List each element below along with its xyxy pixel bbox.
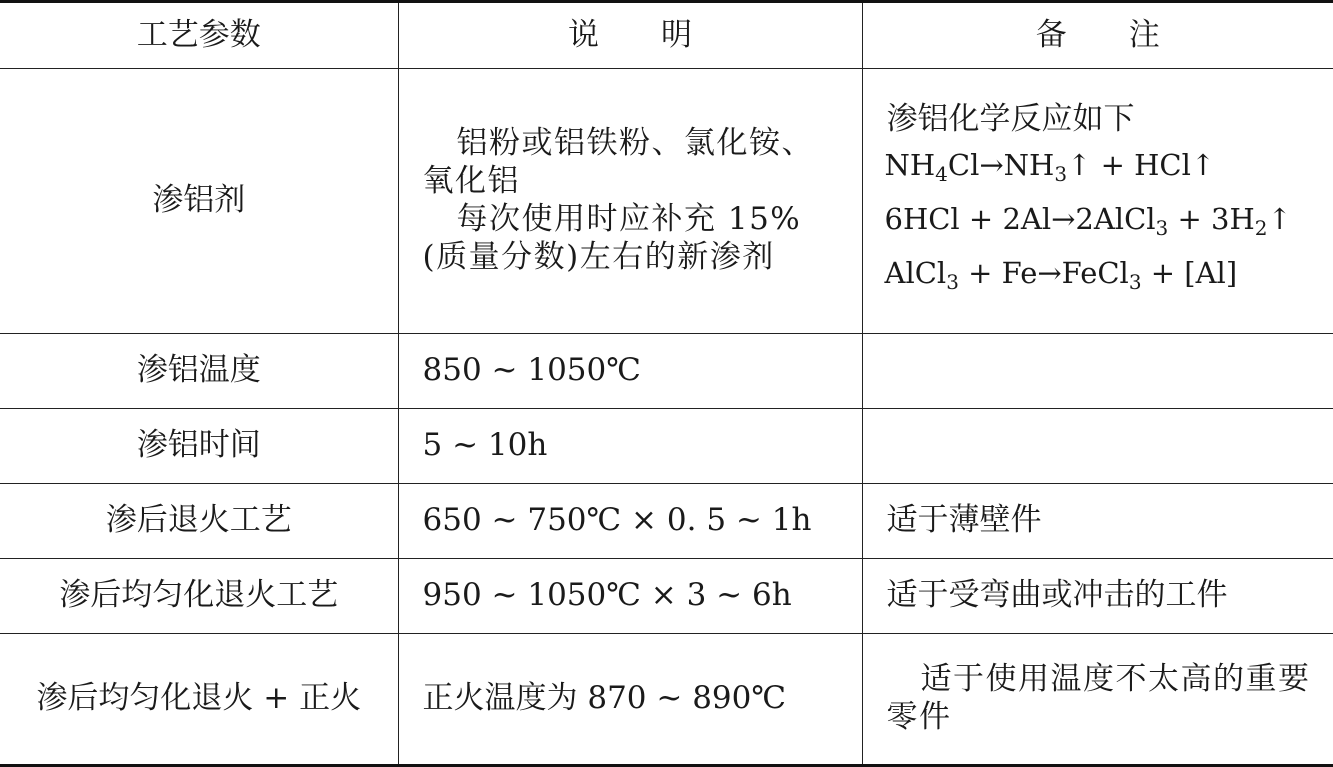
table-row: [0, 69, 1333, 334]
table-row: [0, 409, 1333, 484]
desc-cell: 650 ~ 750℃ × 0. 5 ~ 1h: [398, 484, 862, 559]
reaction-equation: $NH_4Cl\to NH_3↑$ + HCl↑: [884, 147, 1216, 186]
reaction-equation: AlCl$_3$ + Fe→FeCl$_3$ + [Al]: [884, 255, 1238, 294]
note-cell: 适于使用温度不太高的重要零件: [862, 634, 1333, 766]
table-row: [0, 334, 1333, 409]
param-cell: 渗铝温度: [0, 334, 398, 409]
note-cell: 适于受弯曲或冲击的工件: [862, 559, 1333, 634]
note-cell: [862, 334, 1333, 409]
table-row: [0, 484, 1333, 559]
desc-cell: 950 ~ 1050℃ × 3 ~ 6h: [398, 559, 862, 634]
param-cell: 渗后均匀化退火 + 正火: [0, 634, 398, 766]
param-cell: 渗后均匀化退火工艺: [0, 559, 398, 634]
reaction-equation: 6HCl + 2Al→2AlCl$_3$ + $3H_2↑$: [884, 201, 1292, 240]
note-cell: 适于薄壁件: [862, 484, 1333, 559]
param-cell: 渗后退火工艺: [0, 484, 398, 559]
desc-line: 铝粉或铝铁粉、氯化铵、氧化铝: [422, 125, 814, 200]
header-remarks-text: 备 注: [1035, 16, 1160, 53]
note-cell: [862, 69, 1333, 334]
header-description-text: 说 明: [568, 16, 692, 53]
header-description: [398, 2, 862, 69]
param-cell: 渗铝剂: [0, 69, 398, 334]
header-remarks: [862, 2, 1333, 69]
reaction-list: [885, 139, 1318, 301]
desc-cell: [398, 69, 862, 334]
header-process-parameter: 工艺参数: [0, 2, 398, 69]
desc-line: 每次使用时应补充 15%(质量分数)左右的新渗剂: [422, 201, 802, 275]
desc-cell: 850 ~ 1050℃: [398, 334, 862, 409]
reaction-title: 渗铝化学反应如下: [886, 101, 1135, 138]
table-row: [0, 634, 1333, 766]
param-cell: 渗铝时间: [0, 409, 398, 484]
header-row: [0, 2, 1333, 69]
desc-cell: 正火温度为 870 ~ 890℃: [398, 634, 862, 766]
desc-cell: 5 ~ 10h: [398, 409, 862, 484]
note-cell: [862, 409, 1333, 484]
table-row: [0, 559, 1333, 634]
